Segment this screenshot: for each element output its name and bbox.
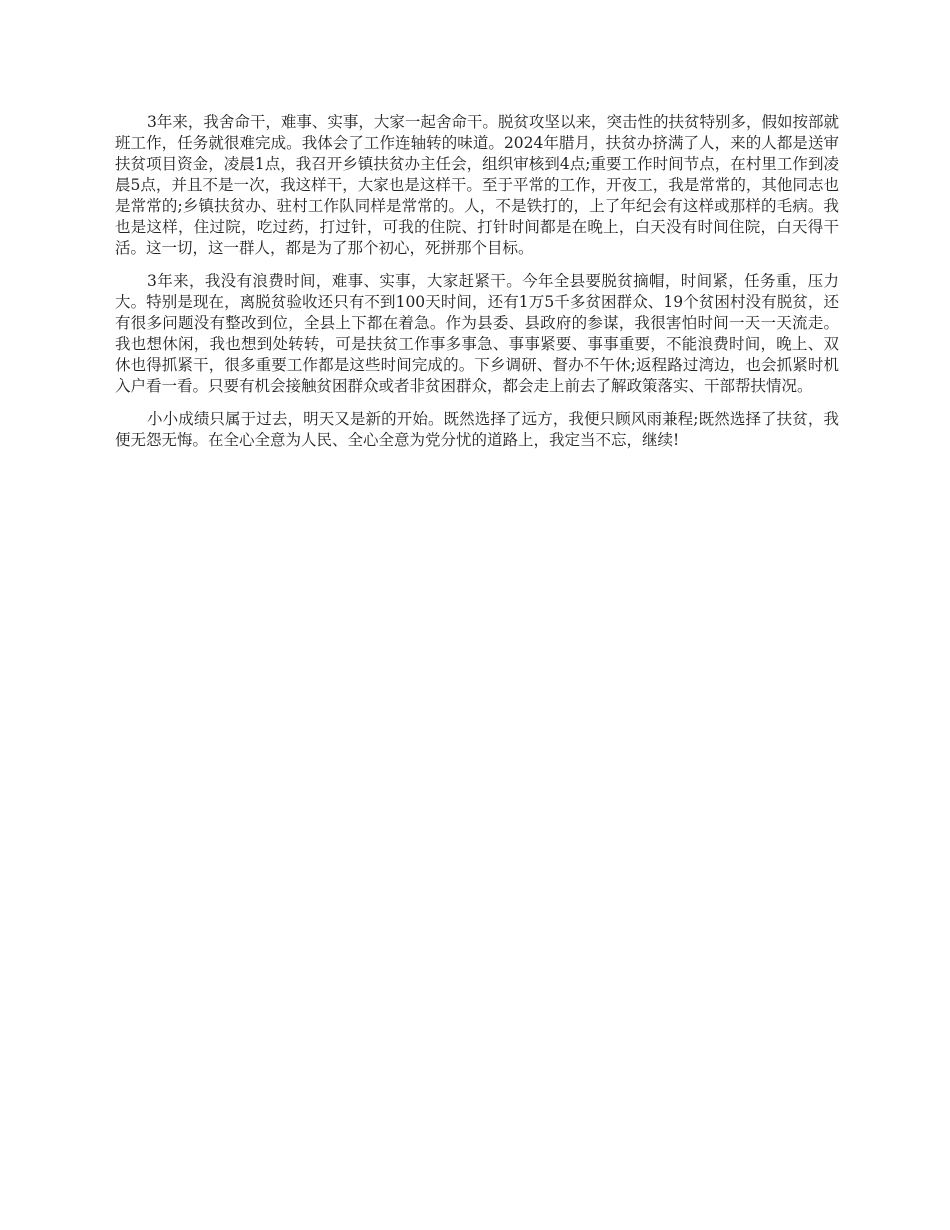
paragraph-1: 3年来，我舍命干，难事、实事，大家一起舍命干。脱贫攻坚以来，突击性的扶贫特别多，假如按部就班工作，任务就很难完成。我体会了工作连轴转的味道。2024年腊月，扶贫办挤满了人，来的人都是送审扶贫项目资金，凌晨1点，我召开乡镇扶贫办主任会，组织审核到4点;重要工作时间节点，在村里工作到凌晨5点，并且不是一次，我这样干，大家也是这样干。至于平常的工作，开夜工，我是常常的，其他同志也是常常的;乡镇扶贫办、驻村工作队同样是常常的。人，不是铁打的，上了年纪会有这样或那样的毛病。我也是这样，住过院，吃过药，打过针，可我的住院、打针时间都是在晚上，白天没有时间住院，白天得干活。这一切，这一群人，都是为了那个初心，死拼那个目标。	[115, 113, 839, 257]
document-body	[115, 112, 839, 463]
paragraph-2: 3年来，我没有浪费时间，难事、实事，大家赶紧干。今年全县要脱贫摘帽，时间紧，任务重，压力大。特别是现在，离脱贫验收还只有不到100天时间，还有1万5千多贫困群众、19个贫困村没有脱贫，还有很多问题没有整改到位，全县上下都在着急。作为县委、县政府的参谋，我很害怕时间一天一天流走。我也想休闲，我也想到处转转，可是扶贫工作事多事急、事事紧要、事事重要，不能浪费时间，晚上、双休也得抓紧干，很多重要工作都是这些时间完成的。下乡调研、督办不午休;返程路过湾边，也会抓紧时机入户看一看。只要有机会接触贫困群众或者非贫困群众，都会走上前去了解政策落实、干部帮扶情况。	[115, 272, 839, 395]
paragraph-3: 小小成绩只属于过去，明天又是新的开始。既然选择了远方，我便只顾风雨兼程;既然选择了扶贫，我便无怨无悔。在全心全意为人民、全心全意为党分忧的道路上，我定当不忘，继续!	[115, 410, 839, 449]
